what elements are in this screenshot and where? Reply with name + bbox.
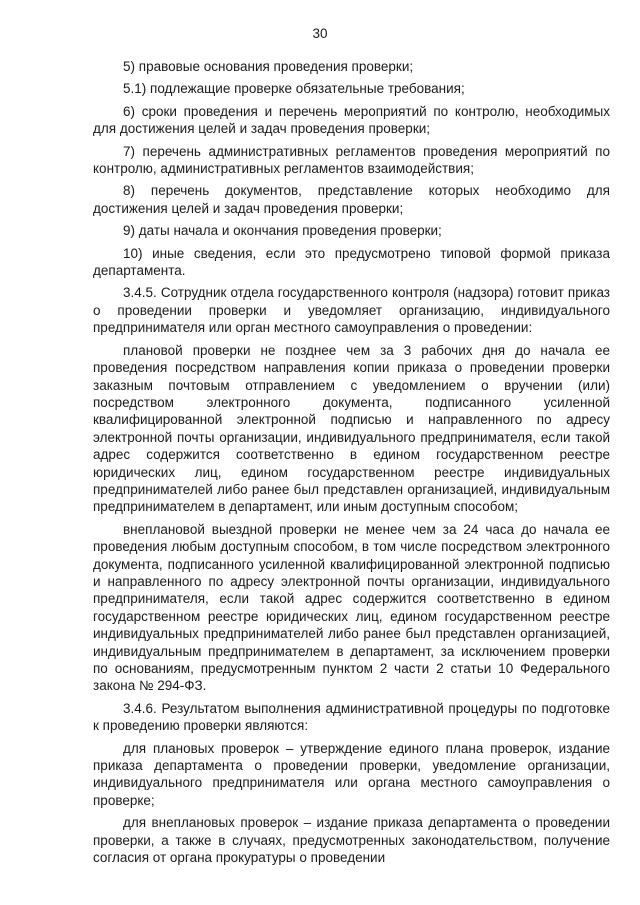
section-3-4-5: 3.4.5. Сотрудник отдела государственного контроля (надзора) готовит приказ о проведении проверки и уведомляет организацию, индивидуального предпринимателя или орган местного самоуправления о проведении:: [93, 285, 610, 336]
list-item-documents: 8) перечень документов, представление которых необходимо для достижения целей и задач проведения проверки;: [93, 183, 610, 216]
paragraph-unplanned-result: для внеплановых проверок – издание приказа департамента о проведении проверки, а также в случаях, предусмотренных законодательством, получение согласия от органа прокуратуры о проведении: [93, 815, 610, 866]
list-item-dates: 9) даты начала и окончания проведения проверки;: [123, 223, 442, 239]
paragraph-unplanned-inspection: внеплановой выездной проверки не менее чем за 24 часа до начала ее проведения любым доступным способом, в том числе посредством электронного документа, подписанного усиленной квалифицированной электронной подписью и направленного по адресу электронной почты организации, индивидуального предпринимателя, если такой адрес содержится соответственно в едином государственном реестре юридических лиц, едином государственном реестре индивидуальных предпринимателей либо ранее был представлен организацией, индивидуальным предпринимателем в департамент, за исключением проверки по основаниям, предусмотренным пунктом 2 части 2 статьи 10 Федерального закона № 294-ФЗ.: [93, 521, 610, 694]
list-item-administrative-regulations: 7) перечень административных регламентов проведения мероприятий по контролю, административных регламентов взаимодействия;: [93, 143, 610, 177]
list-item-terms-and-measures: 6) сроки проведения и перечень мероприятий по контролю, необходимых для достижения целей и задач проведения проверки;: [93, 103, 610, 137]
document-body: [93, 58, 610, 871]
list-item-legal-grounds: 5) правовые основания проведения проверки;: [123, 59, 414, 74]
paragraph-planned-inspection: плановой проверки не позднее чем за 3 рабочих дня до начала ее проведения посредством направления копии приказа о проведении проверки заказным почтовым отправлением с уведомлением о вручении (или) посредством электронного документа, подписанного усиленной квалифицированной электронной подписью и направленного по адресу электронной почты организации, индивидуального предпринимателя, если такой адрес содержится соответственно в едином государственном реестре юридических лиц, едином государственном реестре индивидуальных предпринимателей либо ранее был представлен организацией, индивидуальным предпринимателем в департамент, или иным доступным способом;: [93, 342, 610, 515]
paragraph-planned-result: для плановых проверок – утверждение единого плана проверок, издание приказа департамента о проведении проверки, уведомление организации, индивидуального предпринимателя или органа местного самоуправления о проверке;: [93, 740, 610, 808]
list-item-other-info: 10) иные сведения, если это предусмотрено типовой формой приказа департамента.: [93, 245, 610, 279]
list-item-mandatory-requirements: 5.1) подлежащие проверке обязательные требования;: [123, 81, 465, 97]
page-number: 30: [312, 26, 328, 41]
section-3-4-6: 3.4.6. Результатом выполнения административной процедуры по подготовке к проведению проверки являются:: [93, 700, 610, 734]
